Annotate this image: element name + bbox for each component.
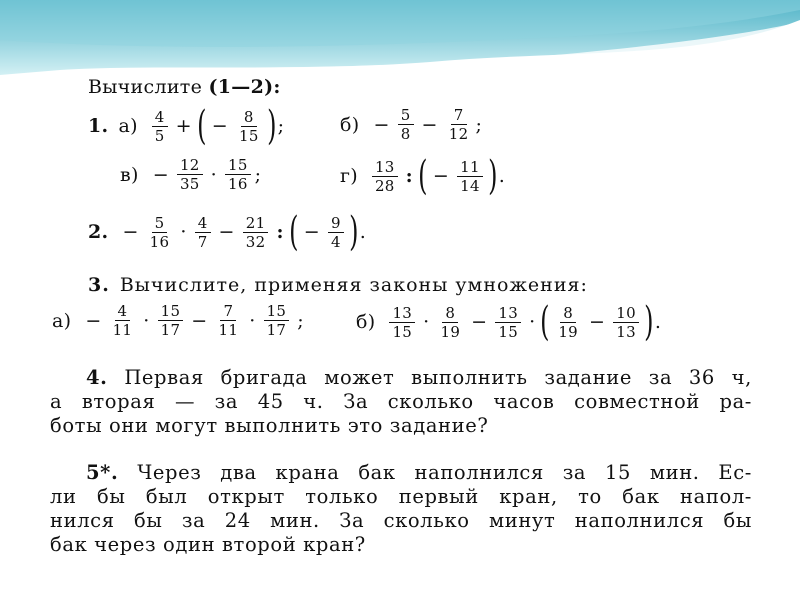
minus-sign: − <box>589 311 606 333</box>
problem-4-line: 4. Первая бригада может выполнить задание за 36 ч, <box>86 366 752 389</box>
label-v: в) <box>120 163 139 186</box>
minus-sign: − <box>432 165 450 187</box>
fraction: $\frac{8}{19}$ <box>440 303 461 341</box>
problem-1-row-1 <box>88 103 285 149</box>
dot-sign: · <box>249 309 256 332</box>
minus-sign: − <box>373 113 390 136</box>
fraction: $\frac{13}{28}$ <box>372 158 398 195</box>
left-paren: ( <box>288 209 299 255</box>
label-b: б) <box>340 113 360 136</box>
fraction: $\frac{7}{12}$ <box>448 106 469 143</box>
fraction: $\frac{15}{17}$ <box>158 302 184 339</box>
punct: ; <box>254 163 262 186</box>
problem-4-line: боты они могут выполнить это задание? <box>50 414 489 437</box>
fraction: $\frac{15}{17}$ <box>264 302 290 339</box>
minus-sign: − <box>218 221 235 243</box>
colon-sign: : <box>405 165 413 187</box>
punct: ; <box>277 115 285 137</box>
heading-text: Вычислите <box>88 76 203 98</box>
fraction: $\frac{5}{8}$ <box>398 106 414 143</box>
left-paren: ( <box>197 103 207 149</box>
heading <box>88 76 281 98</box>
problem-4-number: 4. <box>86 366 108 389</box>
minus-sign: − <box>471 311 488 333</box>
fraction: $\frac{10}{13}$ <box>613 304 639 341</box>
fraction: $\frac{7}{11}$ <box>218 302 239 339</box>
problem-3-text: Вычислите, применяя законы умножения: <box>119 274 588 296</box>
label-a: а) <box>118 115 138 137</box>
punct: . <box>654 311 662 333</box>
minus-sign: − <box>191 309 208 332</box>
problem-5-number: 5*. <box>86 461 119 484</box>
minus-sign: − <box>122 221 139 243</box>
problem-4 <box>50 366 752 438</box>
problem-5-line: 5*. Через два крана бак наполнился за 15 мин. Ес- <box>86 461 752 484</box>
dot-sign: · <box>143 309 150 332</box>
punct: . <box>498 165 506 187</box>
punct: ; <box>297 309 304 332</box>
plus-sign: + <box>175 115 192 137</box>
dot-sign: · <box>210 163 217 186</box>
label-g: г) <box>340 165 358 187</box>
right-paren: ) <box>644 299 654 345</box>
fraction: $\frac{8}{19}$ <box>558 303 579 341</box>
heading-range: (1—2): <box>208 76 281 98</box>
problem-5 <box>50 461 752 557</box>
problem-5-line: ли бы был открыт только первый кран, то бак напол- <box>50 485 752 508</box>
fraction: $\frac{4}{7}$ <box>195 214 211 251</box>
fraction: $\frac{5}{16}$ <box>149 213 170 251</box>
left-paren: ( <box>540 299 551 345</box>
right-paren: ) <box>487 153 498 199</box>
fraction: $\frac{11}{14}$ <box>457 158 483 195</box>
colon-sign: : <box>276 221 284 243</box>
fraction: $\frac{15}{16}$ <box>225 156 251 193</box>
minus-sign: − <box>421 113 438 136</box>
dot-sign: · <box>529 311 536 333</box>
fraction: $\frac{12}{35}$ <box>177 156 203 193</box>
problem-3-number: 3. <box>88 274 110 296</box>
punct: ; <box>475 113 483 136</box>
right-paren: ) <box>266 103 277 149</box>
problem-2-number: 2. <box>88 221 109 243</box>
fraction: $\frac{8}{15}$ <box>239 107 259 145</box>
fraction: $\frac{4}{5}$ <box>152 108 168 145</box>
fraction: $\frac{9}{4}$ <box>328 214 344 251</box>
problem-1v <box>120 156 261 193</box>
problem-3b <box>356 299 662 345</box>
fraction: $\frac{4}{11}$ <box>112 302 133 339</box>
problem-5-line: нился бы за 24 мин. За сколько минут наполнился бы <box>50 509 752 532</box>
right-paren: ) <box>348 209 359 255</box>
problem-3-title <box>88 274 588 296</box>
fraction: $\frac{13}{15}$ <box>389 304 415 341</box>
dot-sign: · <box>423 311 430 333</box>
minus-sign: − <box>85 309 102 332</box>
punct: . <box>359 221 367 243</box>
left-paren: ( <box>418 153 428 199</box>
minus-sign: − <box>211 115 228 137</box>
problem-1g <box>340 153 506 199</box>
problem-3a <box>52 302 308 339</box>
fraction: $\frac{21}{32}$ <box>243 214 269 251</box>
problem-2 <box>88 209 367 255</box>
problem-1-number: 1. <box>88 115 109 137</box>
label-b: б) <box>356 311 376 333</box>
minus-sign: − <box>152 163 169 186</box>
problem-4-line: а вторая — за 45 ч. За сколько часов совместной ра- <box>50 390 752 413</box>
problem-1b <box>340 106 482 143</box>
problem-5-line: бак через один второй кран? <box>50 533 366 556</box>
dot-sign: · <box>180 221 187 243</box>
label-a: а) <box>52 309 72 332</box>
minus-sign: − <box>303 221 320 243</box>
fraction: $\frac{13}{15}$ <box>495 304 521 341</box>
